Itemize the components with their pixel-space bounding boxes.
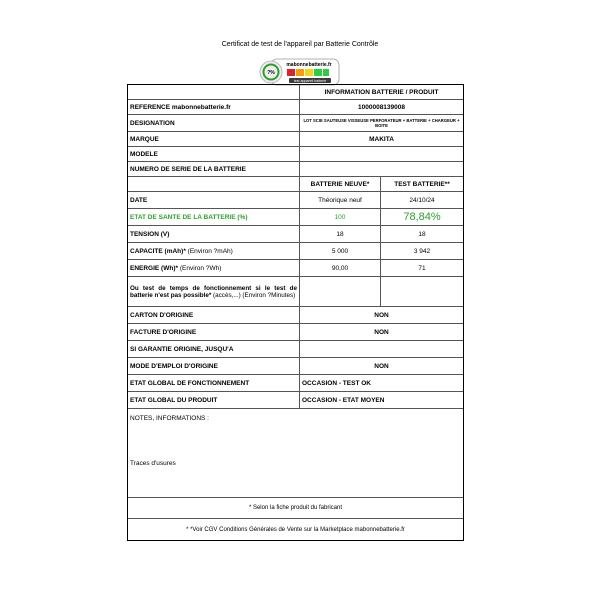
mode-emploi-value: NON (374, 362, 389, 370)
produit-value: OCCASION - ETAT MOYEN (302, 396, 385, 404)
garantie-value (300, 341, 463, 357)
certificate-table (127, 84, 464, 541)
temps-test (381, 277, 463, 306)
capacite-neuve: 5 000 (300, 243, 381, 259)
serie-label: NUMERO DE SERIE DE LA BATTERIE (128, 162, 300, 176)
section-header: INFORMATION BATTERIE / PRODUIT (324, 88, 439, 96)
logo-percent: ?% (267, 70, 275, 76)
col-header-neuve: BATTERIE NEUVE* (300, 177, 381, 191)
capacite-test: 3 942 (413, 247, 431, 255)
sante-label: ETAT DE SANTE DE LA BATTERIE (%) (128, 209, 300, 225)
marque-value: MAKITA (369, 135, 394, 143)
energie-test: 71 (418, 264, 426, 272)
produit-label: ETAT GLOBAL DU PRODUIT (128, 392, 300, 408)
marque-row (128, 131, 463, 146)
date-test: 24/10/24 (409, 196, 435, 204)
footnote-row-1 (128, 497, 463, 518)
date-row (128, 191, 463, 208)
tension-neuve: 18 (300, 226, 381, 242)
carton-value: NON (374, 311, 389, 319)
sante-neuve: 100 (300, 209, 381, 225)
facture-row (128, 323, 463, 340)
serie-value (300, 162, 463, 176)
notes-row (128, 408, 463, 497)
facture-value: NON (374, 328, 389, 336)
logo-tagline: test appareil batterie (293, 79, 327, 83)
capacite-label: CAPACITE (mAh)* (Environ ?mAh) (128, 243, 300, 259)
facture-label: FACTURE D'ORIGINE (128, 324, 300, 340)
date-label: DATE (128, 192, 300, 208)
sante-test: 78,84% (403, 211, 441, 223)
modele-label: MODELE (128, 147, 300, 161)
capacite-row (128, 242, 463, 259)
mode-emploi-label: MODE D'EMPLOI D'ORIGINE (128, 358, 300, 374)
temps-row (128, 276, 463, 306)
modele-value (300, 147, 463, 161)
footnote-row-2 (128, 518, 463, 540)
footnote-2: * *Voir CGV Conditions Générales de Vente sur la Marketplace mabonnebatterie.fr (186, 526, 405, 533)
column-header-row (128, 176, 463, 191)
mode-emploi-row (128, 357, 463, 374)
notes-title: NOTES, INFORMATIONS : (130, 415, 209, 422)
footnote-1: * Selon la fiche produit du fabricant (248, 505, 343, 511)
fonctionnement-label: ETAT GLOBAL DE FONCTIONNEMENT (128, 375, 300, 391)
energie-neuve: 90,00 (300, 260, 381, 276)
col-header-test: TEST BATTERIE** (394, 180, 450, 188)
reference-row (128, 99, 463, 114)
document-title: Certificat de test de l'appareil par Batterie Contrôle (221, 41, 379, 48)
energie-label: ENERGIE (Wh)* (Environ ?Wh) (128, 260, 300, 276)
fonctionnement-value: OCCASION - TEST OK (302, 379, 371, 387)
modele-row (128, 146, 463, 161)
designation-label: DESIGNATION (128, 115, 300, 131)
produit-row (128, 391, 463, 408)
logo-site: mabonnebatterie.fr (286, 62, 332, 68)
garantie-row (128, 340, 463, 357)
section-header-row (128, 85, 463, 99)
marque-label: MARQUE (128, 132, 300, 146)
energie-row (128, 259, 463, 276)
temps-neuve (300, 277, 381, 306)
designation-value: LOT SCIE SAUTEUSE VISSEUSE PERFORATEUR + BATTERIE + CHARGEUR + BOITE (303, 118, 460, 128)
garantie-label: SI GARANTIE ORIGINE, JUSQU'A (128, 341, 300, 357)
temps-label: Ou test de temps de fonctionnement si le test de batterie n'est pas possible* (accès,...) (Environ ?Minutes) (128, 277, 300, 306)
sante-row (128, 208, 463, 225)
serie-row (128, 161, 463, 176)
tension-row (128, 225, 463, 242)
reference-label: REFERENCE mabonnebatterie.fr (128, 100, 300, 114)
fonctionnement-row (128, 374, 463, 391)
tension-test: 18 (418, 230, 426, 238)
reference-value: 1000008139008 (358, 103, 405, 111)
designation-row (128, 114, 463, 131)
carton-row (128, 306, 463, 323)
carton-label: CARTON D'ORIGINE (128, 307, 300, 323)
date-neuve: Théorique neuf (300, 192, 381, 208)
notes-text: Traces d'usures (130, 460, 176, 467)
tension-label: TENSION (V) (128, 226, 300, 242)
